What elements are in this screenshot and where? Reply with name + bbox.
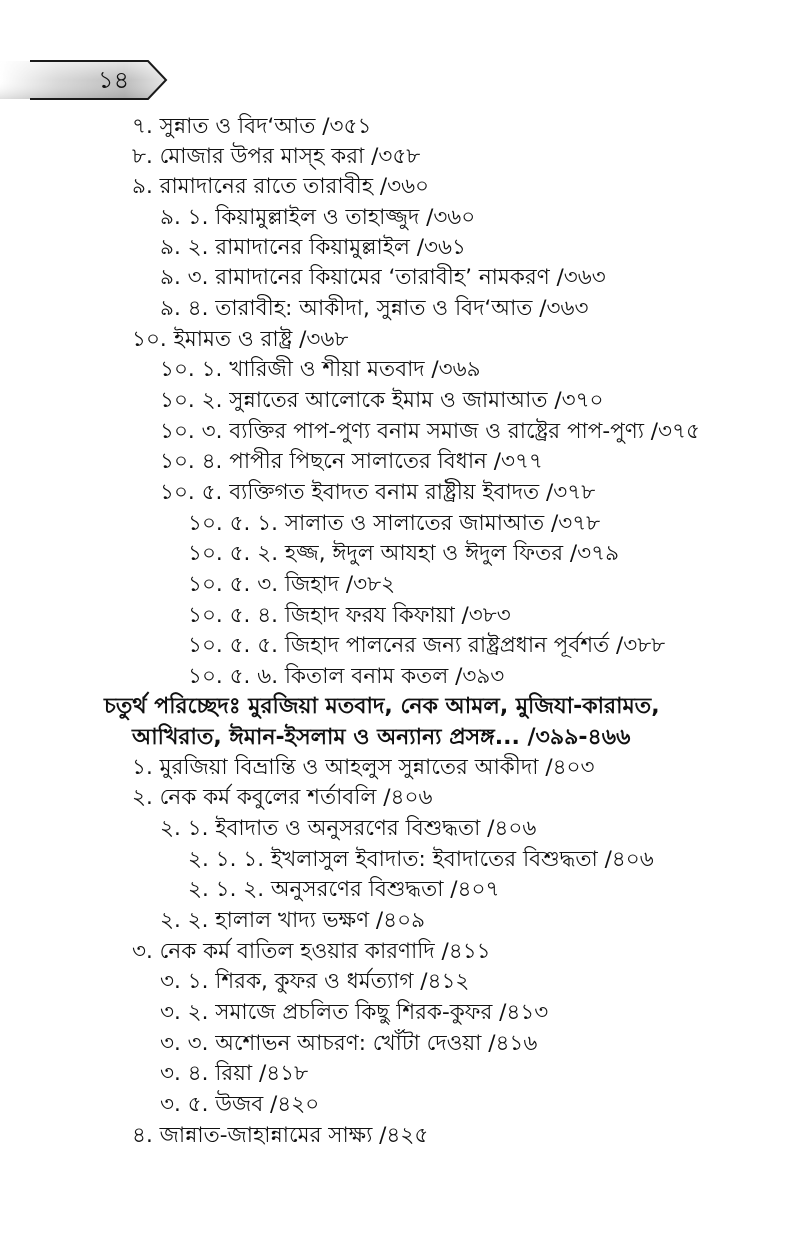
toc-entry: ১০. ৫. ২. হজ্জ, ঈদুল আযহা ও ঈদুল ফিতর /৩৭৯ xyxy=(188,541,620,566)
toc-entry: ১০. ৪. পাপীর পিছনে সালাতের বিধান /৩৭৭ xyxy=(160,449,543,474)
toc-entry: ১০. ৫. ৫. জিহাদ পালনের জন্য রাষ্ট্রপ্রধান পূর্বশর্ত /৩৮৮ xyxy=(188,633,666,658)
page-number: ১৪ xyxy=(98,66,130,94)
page-tab-shape xyxy=(0,58,170,102)
toc-entry: ৯. ৪. তারাবীহ: আকীদা, সুন্নাত ও বিদ‘আত /৩৬৩ xyxy=(160,296,589,321)
toc-entry: ২. ১. ১. ইখলাসুল ইবাদাত: ইবাদাতের বিশুদ্ধতা /৪০৬ xyxy=(188,847,654,872)
toc-entry: ৯. ৩. রামাদানের কিয়ামের ‘তারাবীহ’ নামকরণ /৩৬৩ xyxy=(160,265,606,290)
toc-entry: ৯. ১. কিয়ামুল্লাইল ও তাহাজ্জুদ /৩৬০ xyxy=(160,205,476,230)
toc-entry: ১০. ৫. ব্যক্তিগত ইবাদত বনাম রাষ্ট্রীয় ইবাদত /৩৭৮ xyxy=(160,480,596,505)
toc-entry: ১০. ১. খারিজী ও শীয়া মতবাদ /৩৬৯ xyxy=(160,357,481,382)
toc-entry: ১০. ইমামত ও রাষ্ট্র /৩৬৮ xyxy=(132,327,349,352)
toc-entry: ১০. ৫. ৩. জিহাদ /৩৮২ xyxy=(188,572,396,597)
toc-entry: ১০. ৫. ১. সালাত ও সালাতের জামাআত /৩৭৮ xyxy=(188,511,601,536)
toc-entry: ২. ২. হালাল খাদ্য ভক্ষণ /৪০৯ xyxy=(160,908,426,933)
toc-entry: ৩. নেক কর্ম বাতিল হওয়ার কারণাদি /৪১১ xyxy=(132,939,491,964)
toc-entry: ১০. ২. সুন্নাতের আলোকে ইমাম ও জামাআত /৩৭০ xyxy=(160,388,604,413)
toc-entry: ৩. ৪. রিয়া /৪১৮ xyxy=(160,1061,309,1086)
toc-entry: ৮. মোজার উপর মাস্‌হ করা /৩৫৮ xyxy=(132,144,421,169)
toc-entry: ২. ১. ২. অনুসরণের বিশুদ্ধতা /৪০৭ xyxy=(188,877,500,902)
toc-entry: ১০. ৫. ৬. কিতাল বনাম কতল /৩৯৩ xyxy=(188,664,505,689)
page-number-tab xyxy=(0,58,170,102)
chapter-heading-line-2: আখিরাত, ঈমান-ইসলাম ও অন্যান্য প্রসঙ্গ... /৩৯৯-৪৬৬ xyxy=(132,725,631,750)
toc-entry: ৪. জান্নাত-জাহান্নামের সাক্ষ্য /৪২৫ xyxy=(132,1123,429,1148)
toc-entry: ২. ১. ইবাদাত ও অনুসরণের বিশুদ্ধতা /৪০৬ xyxy=(160,816,537,841)
toc-entry: ২. নেক কর্ম কবুলের শর্তাবলি /৪০৬ xyxy=(132,785,433,810)
chapter-heading-line-1: চতুর্থ পরিচ্ছেদঃ মুরজিয়া মতবাদ, নেক আমল, মুজিযা-কারামত, xyxy=(104,694,660,719)
toc-entry: ৭. সুন্নাত ও বিদ‘আত /৩৫১ xyxy=(132,114,372,139)
toc-entry: ৩. ২. সমাজে প্রচলিত কিছু শিরক-কুফর /৪১৩ xyxy=(160,1000,549,1025)
toc-entry: ৯. রামাদানের রাতে তারাবীহ /৩৬০ xyxy=(132,174,430,199)
toc-entry: ১০. ৩. ব্যক্তির পাপ-পুণ্য বনাম সমাজ ও রাষ্ট্রের পাপ-পুণ্য /৩৭৫ xyxy=(160,419,700,444)
toc-entry: ১০. ৫. ৪. জিহাদ ফরয কিফায়া /৩৮৩ xyxy=(188,603,511,628)
toc-entry: ৩. ৩. অশোভন আচরণ: খোঁটা দেওয়া /৪১৬ xyxy=(160,1031,538,1056)
toc-entry: ৯. ২. রামাদানের কিয়ামুল্লাইল /৩৬১ xyxy=(160,235,466,260)
toc-entry: ৩. ৫. উজব /৪২০ xyxy=(160,1092,320,1117)
toc-entry: ৩. ১. শিরক, কুফর ও ধর্মত্যাগ /৪১২ xyxy=(160,969,470,994)
toc-entry: ১. মুরজিয়া বিভ্রান্তি ও আহলুস সুন্নাতের আকীদা /৪০৩ xyxy=(132,755,595,780)
